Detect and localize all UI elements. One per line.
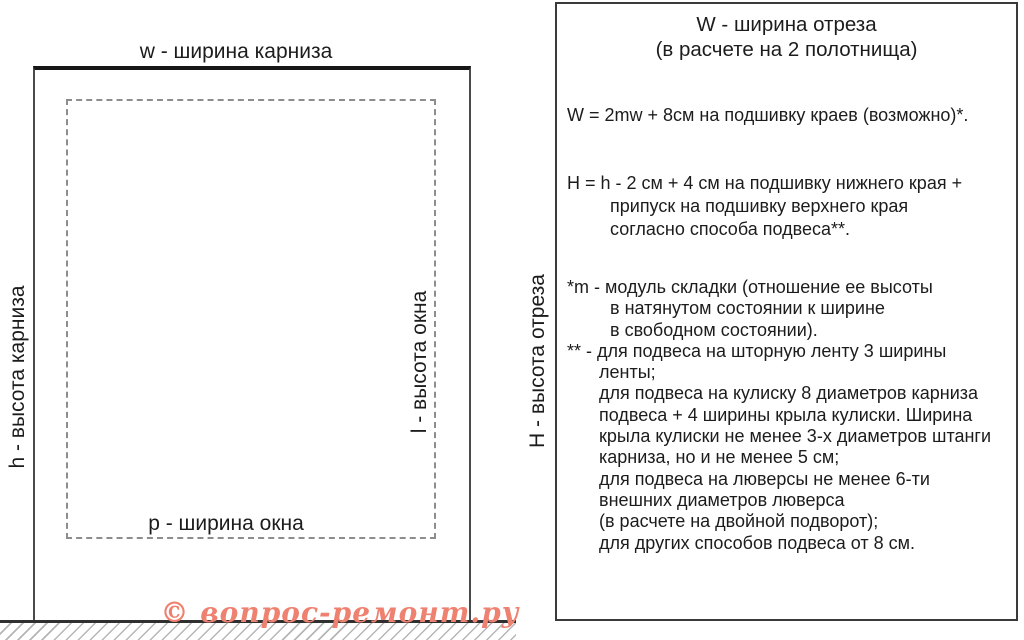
window-dashed-rectangle	[66, 99, 436, 539]
footnotes	[567, 277, 991, 554]
cornice-width-label: w - ширина карниза	[139, 40, 333, 63]
height-formula-line: припуск на подшивку верхнего края	[610, 196, 909, 216]
panel-title	[557, 12, 1016, 62]
footnote-line: для других способов подвеса от 8 см.	[599, 532, 916, 553]
panel-title-line1: W - ширина отреза	[696, 13, 877, 36]
footnote-line: в свободном состоянии).	[610, 319, 818, 340]
footnote-line: ленты;	[599, 362, 656, 383]
footnote-line: *m - модуль складки (отношение ее высоты	[567, 277, 933, 297]
formula-panel	[555, 2, 1018, 621]
window-width-label: p - ширина окна	[148, 512, 304, 535]
footnote-line: в натянутом состоянии к ширине	[610, 298, 885, 319]
panel-title-line2: (в расчете на 2 полотнища)	[655, 38, 918, 61]
footnote-line: карниза, но и не менее 5 см;	[599, 447, 840, 468]
footnote-line: для подвеса на люверсы не менее 6-ти	[599, 468, 930, 489]
height-formula-line: H = h - 2 см + 4 см на подшивку нижнего края +	[567, 173, 963, 193]
footnote-line: крыла кулиски не менее 3-х диаметров штанги	[599, 426, 992, 447]
footnote-line: для подвеса на кулиску 8 диаметров карниза	[599, 383, 979, 404]
footnote-line: ** - для подвеса на шторную ленту 3 ширины	[567, 340, 947, 361]
width-formula: W = 2mw + 8см на подшивку краев (возможно)*.	[567, 105, 969, 125]
window-height-label: l - высота окна	[408, 290, 431, 434]
site-watermark: © вопрос-ремонт.ру	[160, 596, 520, 629]
height-formula-line: согласно способа подвеса**.	[610, 219, 850, 239]
footnote-line: подвеса + 4 ширины крыла кулиски. Ширина	[599, 404, 973, 425]
footnote-line: (в расчете на двойной подворот);	[599, 511, 879, 532]
cornice-height-label: h - высота карниза	[6, 285, 29, 469]
cut-height-label: H - высота отреза	[526, 274, 549, 448]
footnote-line: внешних диаметров люверса	[599, 489, 845, 510]
height-formula	[567, 172, 962, 241]
